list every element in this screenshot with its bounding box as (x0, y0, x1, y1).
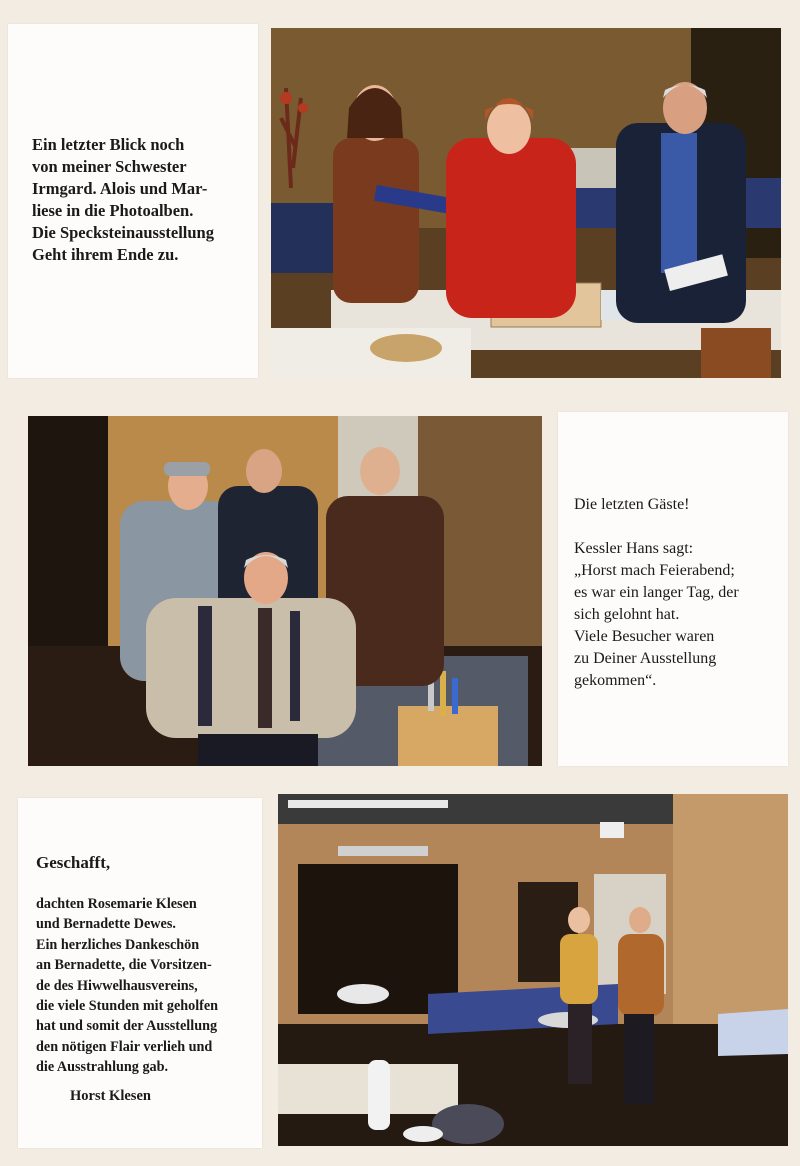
caption-3-line: und Bernadette Dewes. (36, 916, 176, 933)
caption-1-line: von meiner Schwester (32, 157, 187, 176)
caption-1-line: Die Specksteinausstellung (32, 223, 214, 242)
caption-card-1 (8, 24, 258, 378)
caption-1-line: Ein letzter Blick noch (32, 135, 185, 154)
caption-2-line: Viele Besucher waren (574, 628, 715, 645)
caption-2-line: es war ein langer Tag, der (574, 584, 739, 601)
caption-card-2 (558, 412, 788, 766)
caption-2-text (574, 538, 739, 692)
photo-album-viewing (271, 28, 781, 378)
caption-1-text (32, 134, 214, 266)
caption-1-line: Geht ihrem Ende zu. (32, 245, 179, 264)
photo-last-guests (28, 416, 542, 766)
caption-2-line: Kessler Hans sagt: (574, 540, 694, 557)
caption-3-line: an Bernadette, die Vorsitzen- (36, 957, 212, 974)
caption-3-line: die viele Stunden mit geholfen (36, 998, 219, 1015)
photo-exhibition-hall (278, 794, 788, 1146)
caption-3-line: de des Hiwwelhausvereins, (36, 977, 198, 994)
caption-3-signature: Horst Klesen (70, 1088, 151, 1104)
caption-3-line: hat und somit der Ausstellung (36, 1018, 218, 1035)
caption-3-text (36, 894, 218, 1078)
caption-2-line: „Horst mach Feierabend; (574, 562, 735, 579)
caption-1-line: Irmgard. Alois und Mar- (32, 179, 208, 198)
caption-3-line: die Ausstrahlung gab. (36, 1059, 169, 1076)
caption-3-heading: Geschafft, (36, 853, 111, 872)
caption-2-line: sich gelohnt hat. (574, 606, 680, 623)
caption-2-line: zu Deiner Ausstellung (574, 650, 717, 667)
caption-card-3 (18, 798, 262, 1148)
caption-2-heading: Die letzten Gäste! (574, 496, 690, 513)
caption-3-line: den nötigen Flair verlieh und (36, 1038, 213, 1055)
caption-2-line: gekommen“. (574, 672, 657, 689)
caption-3-line: dachten Rosemarie Klesen (36, 896, 197, 912)
caption-3-line: Ein herzliches Dankeschön (36, 936, 200, 953)
caption-1-line: liese in die Photoalben. (32, 201, 194, 220)
